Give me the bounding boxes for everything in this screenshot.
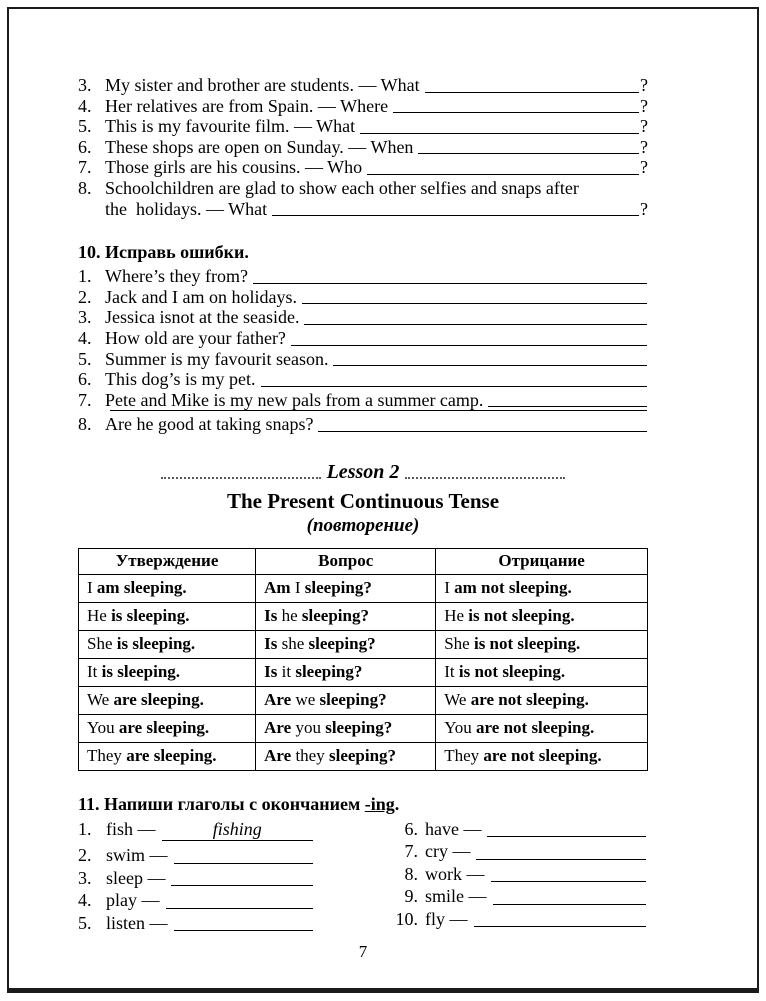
cell-text-segment: We bbox=[87, 690, 114, 710]
cell-text-segment: is sleeping. bbox=[116, 634, 196, 654]
cell-text-segment: is sleeping. bbox=[101, 662, 181, 682]
cell-text-segment: Am bbox=[264, 578, 291, 598]
answer-blank bbox=[360, 116, 639, 134]
lesson-subtitle: (повторение) bbox=[306, 514, 420, 536]
answer-blank bbox=[174, 912, 314, 931]
verb-word: smile — bbox=[425, 886, 487, 907]
cell-text-segment: am not sleeping. bbox=[454, 578, 572, 598]
item-number: 2. bbox=[78, 286, 92, 307]
cell-text-segment: Is bbox=[264, 606, 278, 626]
table-cell-affirmative bbox=[79, 574, 256, 602]
table-cell-negative bbox=[436, 686, 648, 714]
written-answer: fishing bbox=[212, 818, 262, 839]
verb-item bbox=[78, 867, 315, 889]
item-number: 1. bbox=[78, 266, 92, 287]
answer-blank bbox=[491, 863, 647, 882]
exercise-item bbox=[78, 75, 648, 96]
item-number: 4. bbox=[78, 890, 92, 911]
item-number: 10. bbox=[395, 908, 418, 929]
cell-text-segment: Is bbox=[264, 634, 278, 654]
verb-item bbox=[78, 844, 315, 866]
exercise11-title-prefix: 11. Напиши глаголы с окончанием bbox=[78, 793, 365, 814]
exercise-item bbox=[78, 157, 648, 178]
answer-blank bbox=[162, 818, 314, 841]
cell-text-segment: it bbox=[277, 662, 296, 682]
exercise-item bbox=[78, 287, 648, 308]
cell-text-segment: You bbox=[87, 718, 119, 738]
answer-blank bbox=[425, 75, 639, 93]
cell-text-segment: Are bbox=[264, 718, 292, 738]
item-number: 6. bbox=[404, 818, 418, 839]
item-text: Are he good at taking snaps? bbox=[105, 414, 314, 435]
answer-blank bbox=[304, 307, 647, 325]
verb-item bbox=[395, 863, 648, 885]
table-cell-question bbox=[256, 574, 436, 602]
cell-text-segment: are sleeping. bbox=[113, 690, 204, 710]
answer-blank bbox=[253, 266, 647, 284]
table-cell-question bbox=[256, 714, 436, 742]
answer-blank bbox=[261, 369, 647, 387]
table-row bbox=[79, 714, 648, 742]
table-cell-affirmative bbox=[79, 714, 256, 742]
item-text: Her relatives are from Spain. — Where bbox=[105, 95, 389, 116]
verb-word: cry — bbox=[425, 841, 471, 862]
item-text: Schoolchildren are glad to show each other selfies and snaps after bbox=[105, 177, 579, 198]
tense-table-head bbox=[79, 548, 648, 574]
cell-text-segment: you bbox=[291, 718, 326, 738]
cell-text-segment: he bbox=[277, 606, 302, 626]
table-cell-negative bbox=[436, 630, 648, 658]
cell-text-segment: I bbox=[290, 578, 305, 598]
item-number: 8. bbox=[404, 863, 418, 884]
cell-text-segment: They bbox=[87, 746, 127, 766]
cell-text-segment: they bbox=[291, 746, 329, 766]
cell-text-segment: are sleeping. bbox=[126, 746, 217, 766]
exercise-item bbox=[78, 96, 648, 117]
item-text: Where’s they from? bbox=[105, 266, 248, 287]
item-number: 9. bbox=[404, 886, 418, 907]
table-row bbox=[79, 658, 648, 686]
item-text: This dog’s is my pet. bbox=[105, 369, 256, 390]
table-header-cell: Утверждение bbox=[79, 548, 256, 574]
cell-text-segment: sleeping? bbox=[319, 690, 387, 710]
cell-text-segment: am sleeping. bbox=[96, 578, 187, 598]
verb-word: fish — bbox=[106, 818, 156, 839]
item-number: 8. bbox=[78, 177, 92, 198]
table-cell-affirmative bbox=[79, 602, 256, 630]
table-header-cell: Вопрос bbox=[256, 548, 436, 574]
verb-item bbox=[395, 818, 648, 840]
exercise-item bbox=[78, 369, 648, 390]
cell-text-segment: is not sleeping. bbox=[468, 606, 575, 626]
item-text: Jessica isnot at the seaside. bbox=[105, 307, 300, 328]
cell-text-segment: I bbox=[444, 578, 455, 598]
item-number bbox=[78, 199, 105, 220]
exercise-11-right-column bbox=[395, 818, 648, 934]
table-cell-question bbox=[256, 686, 436, 714]
item-text: Summer is my favourit season. bbox=[105, 348, 329, 369]
page-number: 7 bbox=[358, 941, 368, 961]
exercise-item bbox=[78, 349, 648, 370]
verb-word: have — bbox=[425, 818, 482, 839]
table-cell-negative bbox=[436, 574, 648, 602]
item-text: These shops are open on Sunday. — When bbox=[105, 136, 414, 157]
cell-text-segment: are not sleeping. bbox=[470, 690, 589, 710]
answer-blank bbox=[418, 137, 639, 155]
table-cell-question bbox=[256, 742, 436, 770]
item-text: My sister and brother are students. — What bbox=[105, 75, 420, 95]
cell-text-segment: sleeping? bbox=[325, 718, 393, 738]
cell-text-segment: we bbox=[291, 690, 320, 710]
tense-table bbox=[78, 548, 648, 771]
table-cell-affirmative bbox=[79, 658, 256, 686]
cell-text-segment: She bbox=[444, 634, 474, 654]
answer-blank bbox=[493, 885, 647, 904]
cell-text-segment: Are bbox=[264, 690, 292, 710]
workbook-page-content bbox=[78, 72, 648, 962]
answer-blank bbox=[302, 287, 647, 305]
cell-text-segment: is not sleeping. bbox=[473, 634, 581, 654]
verb-item bbox=[78, 912, 315, 934]
table-cell-negative bbox=[436, 602, 648, 630]
exercise-item bbox=[78, 414, 648, 435]
item-number: 7. bbox=[78, 389, 92, 410]
cell-text-segment: Is bbox=[264, 662, 278, 682]
exercise-item bbox=[78, 390, 648, 411]
cell-text-segment: sleeping? bbox=[328, 746, 397, 766]
exercise-questions bbox=[78, 75, 648, 219]
table-row bbox=[79, 602, 648, 630]
item-number: 3. bbox=[78, 75, 92, 95]
verb-word: fly — bbox=[425, 908, 468, 929]
cell-text-segment: You bbox=[444, 718, 477, 738]
item-text: Jack and I am on holidays. bbox=[105, 286, 297, 307]
item-number: 6. bbox=[78, 136, 92, 157]
table-cell-affirmative bbox=[79, 686, 256, 714]
item-suffix: ? bbox=[640, 116, 648, 137]
cell-text-segment: She bbox=[87, 634, 117, 654]
answer-blank bbox=[393, 96, 639, 114]
answer-blank bbox=[474, 908, 647, 927]
answer-blank bbox=[487, 818, 646, 837]
exercise11-title-suffix: . bbox=[394, 793, 400, 814]
item-number: 7. bbox=[404, 841, 418, 862]
item-suffix: ? bbox=[640, 75, 648, 95]
item-number: 5. bbox=[78, 348, 92, 369]
table-row bbox=[79, 574, 648, 602]
exercise-item bbox=[78, 178, 648, 199]
verb-word: sleep — bbox=[106, 867, 166, 888]
answer-blank bbox=[488, 390, 647, 408]
cell-text-segment: she bbox=[277, 634, 309, 654]
cell-text-segment: Are bbox=[264, 746, 292, 766]
cell-text-segment: are sleeping. bbox=[118, 718, 210, 738]
exercise-item bbox=[78, 328, 648, 349]
answer-blank bbox=[476, 840, 646, 859]
verb-item bbox=[395, 840, 648, 862]
verb-item bbox=[78, 818, 315, 844]
dotted-rule-left bbox=[161, 477, 321, 479]
cell-text-segment: They bbox=[444, 746, 484, 766]
answer-blank bbox=[166, 889, 314, 908]
tense-table-body bbox=[79, 574, 648, 770]
item-text: Pete and Mike is my new pals from a summer camp. bbox=[105, 389, 484, 410]
lesson-label: Lesson 2 bbox=[326, 460, 400, 483]
cell-text-segment: He bbox=[444, 606, 469, 626]
table-cell-negative bbox=[436, 742, 648, 770]
table-cell-question bbox=[256, 658, 436, 686]
cell-text-segment: He bbox=[87, 606, 112, 626]
item-number: 2. bbox=[78, 845, 92, 866]
cell-text-segment: is not sleeping. bbox=[458, 662, 566, 682]
exercise11-title bbox=[78, 794, 648, 815]
cell-text-segment: sleeping? bbox=[301, 606, 369, 626]
verb-word: swim — bbox=[106, 845, 168, 866]
item-suffix: ? bbox=[640, 198, 648, 219]
item-suffix: ? bbox=[640, 136, 648, 157]
item-number: 5. bbox=[78, 912, 92, 933]
item-text: This is my favourite film. — What bbox=[105, 116, 356, 137]
answer-blank bbox=[367, 157, 639, 175]
answer-blank bbox=[174, 844, 313, 863]
exercise-item bbox=[78, 307, 648, 328]
exercise-11-columns bbox=[78, 818, 648, 934]
exercise-item bbox=[78, 266, 648, 287]
item-text: the holidays. — What bbox=[105, 198, 268, 219]
table-cell-question bbox=[256, 630, 436, 658]
verb-word: play — bbox=[106, 890, 160, 911]
verb-word: work — bbox=[425, 863, 485, 884]
table-row bbox=[79, 742, 648, 770]
item-text: How old are your father? bbox=[105, 327, 286, 348]
item-text: Those girls are his cousins. — Who bbox=[105, 157, 363, 178]
lesson-title: The Present Continuous Tense bbox=[226, 488, 500, 513]
verb-word: listen — bbox=[106, 912, 168, 933]
verb-item bbox=[78, 889, 315, 911]
cell-text-segment: It bbox=[87, 662, 102, 682]
exercise-item bbox=[78, 137, 648, 158]
cell-text-segment: is sleeping. bbox=[111, 606, 190, 626]
exercise-11-left-column bbox=[78, 818, 315, 934]
exercise-10-items bbox=[78, 266, 648, 435]
verb-item bbox=[395, 908, 648, 930]
answer-blank bbox=[110, 410, 647, 411]
table-cell-negative bbox=[436, 714, 648, 742]
dotted-rule-right bbox=[405, 477, 565, 479]
exercise11-title-ing: -ing bbox=[364, 793, 395, 814]
table-cell-negative bbox=[436, 658, 648, 686]
cell-text-segment: We bbox=[444, 690, 471, 710]
item-number: 3. bbox=[78, 867, 92, 888]
lesson-heading bbox=[78, 460, 648, 538]
item-number: 8. bbox=[78, 414, 92, 435]
answer-blank bbox=[291, 328, 647, 346]
table-cell-affirmative bbox=[79, 742, 256, 770]
answer-blank bbox=[318, 414, 647, 432]
item-number: 4. bbox=[78, 95, 92, 116]
answer-blank bbox=[272, 199, 639, 217]
cell-text-segment: sleeping? bbox=[308, 634, 376, 654]
verb-item bbox=[395, 885, 648, 907]
exercise10-title-text: 10. Исправь ошибки. bbox=[78, 242, 249, 263]
cell-text-segment: sleeping? bbox=[295, 662, 363, 682]
cell-text-segment: I bbox=[87, 578, 97, 598]
exercise-item bbox=[78, 116, 648, 137]
answer-blank bbox=[333, 349, 647, 367]
table-row bbox=[79, 686, 648, 714]
exercise10-title bbox=[78, 242, 648, 263]
item-suffix: ? bbox=[640, 157, 648, 178]
table-cell-question bbox=[256, 602, 436, 630]
cell-text-segment: are not sleeping. bbox=[483, 746, 602, 766]
item-number: 5. bbox=[78, 116, 92, 137]
answer-blank bbox=[171, 867, 313, 886]
table-row bbox=[79, 630, 648, 658]
item-number: 7. bbox=[78, 157, 92, 178]
cell-text-segment: are not sleeping. bbox=[476, 718, 595, 738]
item-number: 1. bbox=[78, 818, 92, 839]
exercise-item bbox=[78, 199, 648, 220]
cell-text-segment: sleeping? bbox=[304, 578, 372, 598]
item-number: 4. bbox=[78, 327, 92, 348]
item-suffix: ? bbox=[640, 95, 648, 116]
cell-text-segment: It bbox=[444, 662, 459, 682]
table-cell-affirmative bbox=[79, 630, 256, 658]
lesson-label-row bbox=[78, 460, 648, 484]
item-number: 6. bbox=[78, 369, 92, 390]
item-number: 3. bbox=[78, 307, 92, 328]
table-header-row bbox=[79, 548, 648, 574]
table-header-cell: Отрицание bbox=[436, 548, 648, 574]
